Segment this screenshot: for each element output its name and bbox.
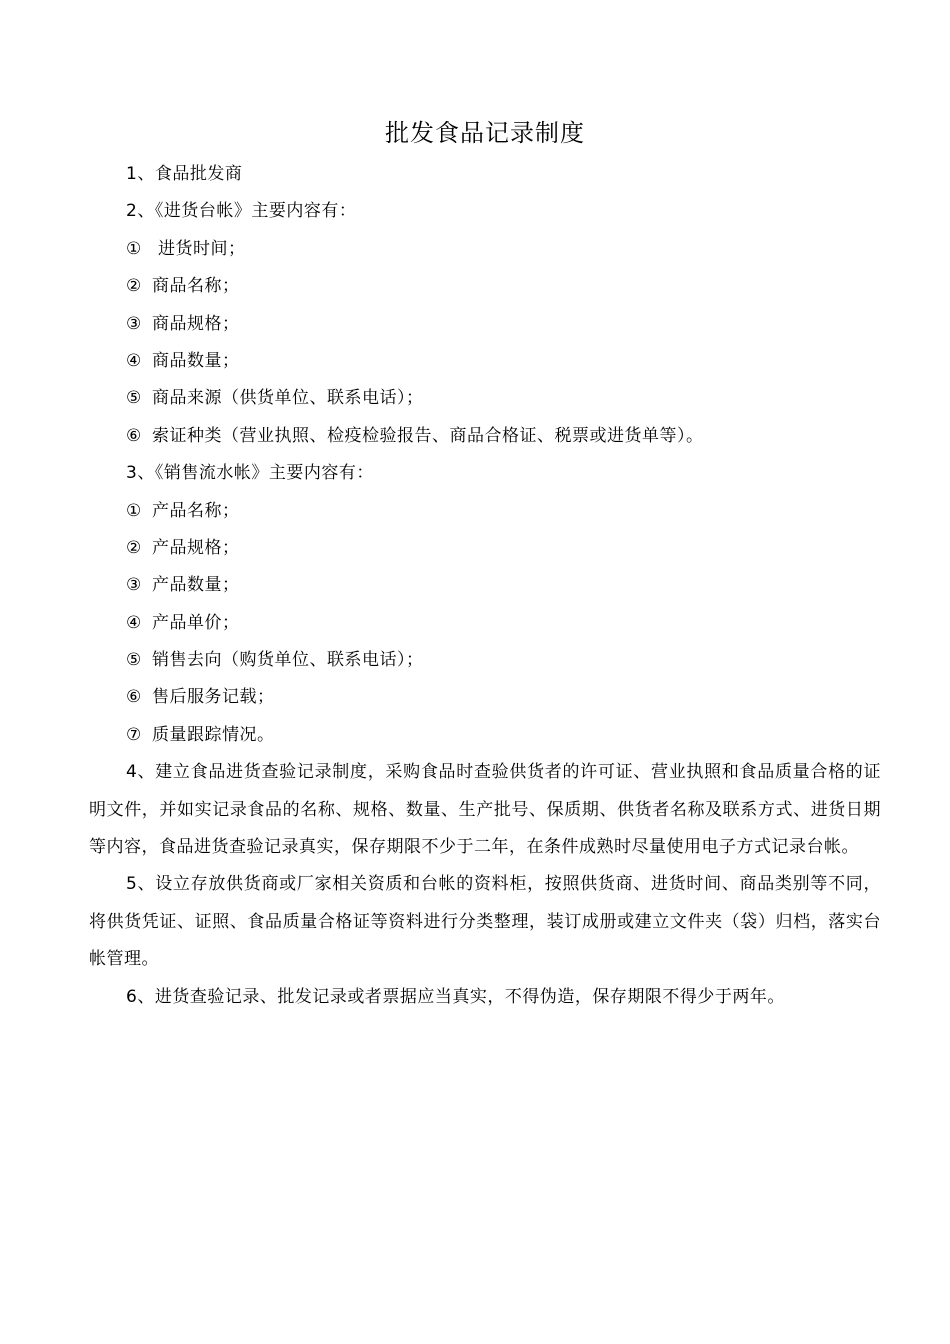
item-text: 产品数量； [152, 575, 240, 596]
item-text: 进货时间； [158, 238, 246, 259]
sales-item [89, 567, 881, 604]
section-5-paragraph: 5、设立存放供货商或厂家相关资质和台帐的资料柜，按照供货商、进货时间、商品类别等不同，将供货凭证、证照、食品质量合格证等资料进行分类整理，装订成册或建立文件夹（袋）归档，落实台帐管理。 [89, 874, 881, 970]
item-text: 商品名称； [152, 276, 240, 297]
purchase-item [89, 418, 881, 455]
purchase-item [89, 306, 881, 343]
section-3-heading: 3、《销售流水帐》主要内容有： [126, 463, 374, 484]
item-marker: ⑦ [126, 724, 142, 745]
item-marker: ② [126, 276, 142, 297]
document-body [89, 156, 881, 1016]
item-text: 售后服务记载； [152, 687, 275, 708]
item-text: 销售去向（购货单位、联系电话）； [152, 650, 424, 671]
sales-item [89, 530, 881, 567]
item-text: 商品来源（供货单位、联系电话）； [152, 388, 424, 409]
item-marker: ⑤ [126, 650, 142, 671]
item-marker: ④ [126, 612, 142, 633]
item-marker: ② [126, 537, 142, 558]
item-text: 产品名称； [152, 500, 240, 521]
item-marker: ① [126, 500, 142, 521]
section-4-paragraph: 4、建立食品进货查验记录制度，采购食品时查验供货者的许可证、营业执照和食品质量合格的证明文件，并如实记录食品的名称、规格、数量、生产批号、保质期、供货者名称及联系方式、进货日期等内容，食品进货查验记录真实，保存期限不少于二年，在条件成熟时尽量使用电子方式记录台帐。 [89, 762, 881, 858]
item-marker: ④ [126, 350, 142, 371]
section-1-heading: 1、食品批发商 [126, 164, 243, 184]
item-marker: ① [126, 238, 142, 259]
item-text: 产品规格； [152, 537, 240, 558]
item-marker: ③ [126, 313, 142, 334]
sales-item [89, 642, 881, 679]
item-marker: ⑥ [126, 687, 142, 708]
sales-item [89, 605, 881, 642]
sales-item [89, 493, 881, 530]
item-marker: ③ [126, 575, 142, 596]
purchase-item [89, 268, 881, 305]
sales-item [89, 717, 881, 754]
item-text: 产品单价； [152, 612, 240, 633]
item-text: 索证种类（营业执照、检疫检验报告、商品合格证、税票或进货单等）。 [152, 425, 704, 446]
item-marker: ⑥ [126, 425, 142, 446]
section-2-heading: 2、《进货台帐》主要内容有： [126, 201, 357, 222]
sales-item [89, 679, 881, 716]
purchase-item [89, 380, 881, 417]
document-title: 批发食品记录制度 [385, 119, 585, 147]
purchase-item [89, 231, 881, 268]
purchase-item [89, 343, 881, 380]
item-text: 商品数量； [152, 350, 240, 371]
item-marker: ⑤ [126, 388, 142, 409]
item-text: 质量跟踪情况。 [152, 724, 275, 745]
item-text: 商品规格； [152, 313, 240, 334]
section-6-paragraph: 6、进货查验记录、批发记录或者票据应当真实，不得伪造，保存期限不得少于两年。 [126, 986, 785, 1007]
